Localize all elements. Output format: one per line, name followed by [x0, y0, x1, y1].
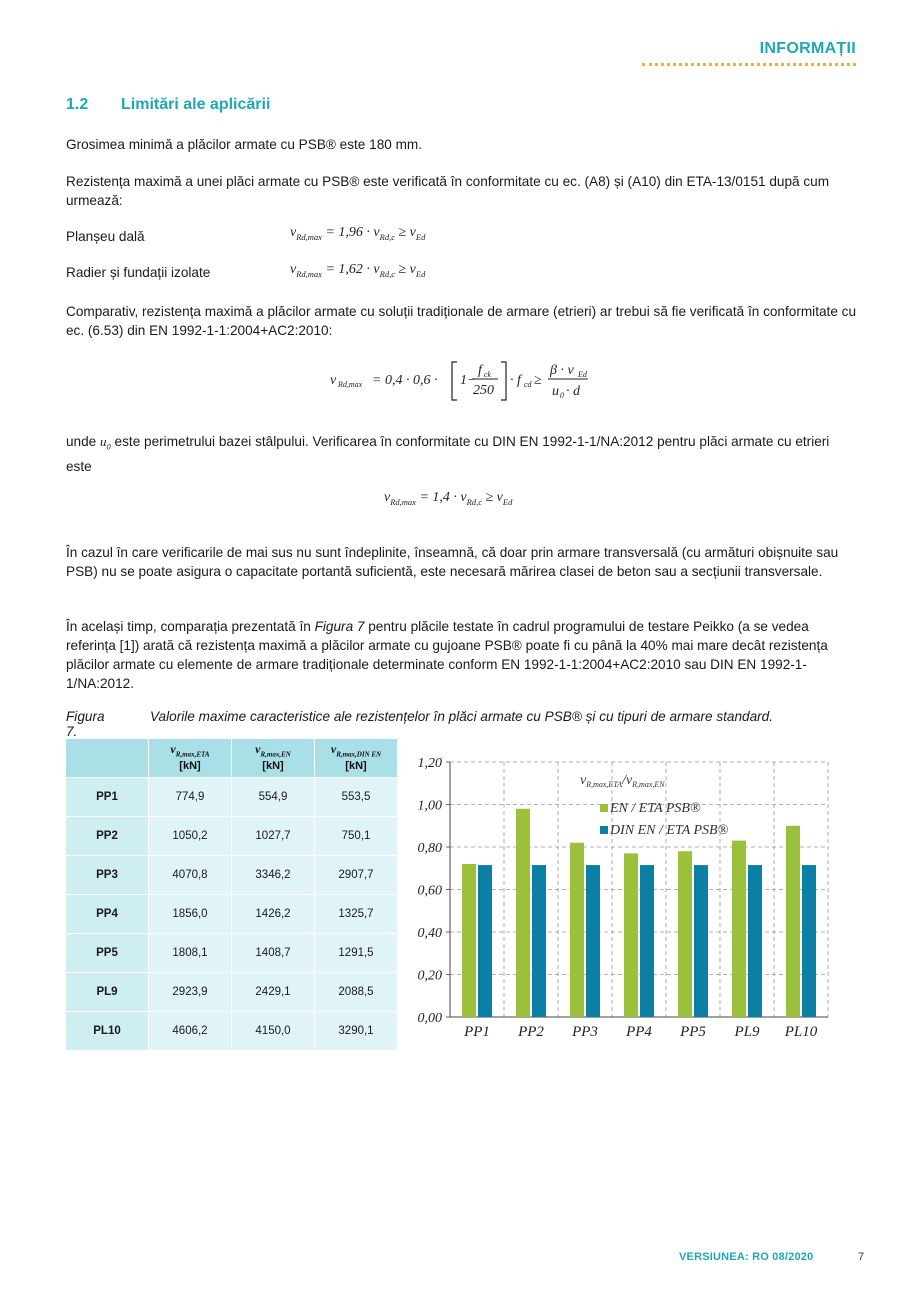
- row-label: PL10: [66, 1012, 149, 1051]
- equation-en-1992: [320, 352, 610, 406]
- bar-din-eta: [640, 865, 654, 1017]
- x-tick-label: PP3: [572, 1024, 598, 1040]
- paragraph-min-thickness: Grosimea minimă a plăcilor armate cu PSB® este 180 mm.: [66, 137, 423, 152]
- section-number: 1.2: [66, 96, 89, 113]
- bar-en-eta: [678, 851, 692, 1017]
- cell-en: 554,9: [232, 778, 315, 817]
- table-header-empty: [66, 739, 149, 778]
- table-row: [66, 1012, 398, 1051]
- table-header-eta: $v_{R,max,ETA}$ [kN]: [149, 739, 232, 778]
- table-header-en: $v_{R,max,EN}$ [kN]: [232, 739, 315, 778]
- bar-din-eta: [478, 865, 492, 1017]
- label-foundation: Radier și fundații izolate: [66, 265, 211, 280]
- equation-flat-slab: $v_{Rd,max} = 1,96 \cdot v_{Rd,c} \ge v_{Ed}$: [290, 225, 426, 242]
- svg-text:250: 250: [473, 383, 494, 398]
- cell-en: 4150,0: [232, 1012, 315, 1051]
- page-number: 7: [858, 1251, 865, 1263]
- row-label: PP4: [66, 895, 149, 934]
- y-tick-label: 0,00: [417, 1011, 442, 1026]
- cell-eta: 4070,8: [149, 856, 232, 895]
- header-dotted-divider: [642, 63, 856, 66]
- y-tick-label: 0,40: [417, 926, 442, 941]
- bar-din-eta: [532, 865, 546, 1017]
- svg-text:Ed: Ed: [578, 370, 587, 379]
- legend-swatch: [600, 826, 608, 834]
- row-label: PL9: [66, 973, 149, 1012]
- svg-text:· f: · f: [510, 373, 521, 388]
- figure-caption-text: Valorile maxime caracteristice ale rezistențelor în plăci armate cu PSB® și cu tipuri de armare standard.: [150, 709, 773, 724]
- section-title: Limitări ale aplicării: [121, 96, 271, 113]
- svg-text:cd: cd: [524, 380, 532, 389]
- svg-text:Rd,max: Rd,max: [338, 380, 363, 389]
- equation-foundation: $v_{Rd,max} = 1,62 \cdot v_{Rd,c} \ge v_{Ed}$: [290, 262, 426, 279]
- row-label: PP3: [66, 856, 149, 895]
- paragraph-peikko-comparison: În același timp, comparația prezentată în Figura 7 pentru plăcile testate în cadrul programului de testare Peikko (a se vedea referința [1]) arată că rezistența maximă a plăcilor armate cu gujoane PSB® poate fi cu până la 40% mai mare decât rezistența plăcilor armate cu elemente de armare tradiționale determinate conform EN 1992-1-1:2004+AC2:2010 sau DIN EN 1992-1-1/NA:2012.: [66, 619, 828, 691]
- legend-swatch: [600, 804, 608, 812]
- svg-text:v: v: [330, 373, 337, 388]
- x-tick-label: PP1: [464, 1024, 490, 1040]
- bar-din-eta: [694, 865, 708, 1017]
- table-row: [66, 973, 398, 1012]
- label-flat-slab: Planșeu dală: [66, 229, 145, 244]
- table-row: [66, 817, 398, 856]
- x-tick-label: PL9: [734, 1024, 760, 1040]
- cell-eta: 1856,0: [149, 895, 232, 934]
- row-label: PP5: [66, 934, 149, 973]
- bar-din-eta: [748, 865, 762, 1017]
- cell-eta: 774,9: [149, 778, 232, 817]
- row-label: PP1: [66, 778, 149, 817]
- resistance-table: [66, 739, 398, 1050]
- table-header-din: $v_{R,max,DIN EN}$ [kN]: [315, 739, 398, 778]
- cell-din: 553,5: [315, 778, 398, 817]
- bar-en-eta: [570, 843, 584, 1017]
- x-tick-label: PL10: [784, 1024, 818, 1040]
- footer-version: VERSIUNEA: RO 08/2020: [679, 1251, 814, 1263]
- svg-text:β · v: β · v: [550, 363, 574, 378]
- svg-text:≥: ≥: [534, 373, 542, 388]
- bar-en-eta: [624, 853, 638, 1017]
- bar-en-eta: [462, 864, 476, 1017]
- y-tick-label: 0,80: [417, 841, 442, 856]
- legend-label: DIN EN / ETA PSB®: [610, 823, 729, 838]
- y-tick-label: 1,20: [417, 756, 442, 771]
- paragraph-not-fulfilled: În cazul în care verificarile de mai sus nu sunt îndeplinite, înseamnă, că doar prin armare transversală (cu armături obișnuite sau PSB) nu se poate asigura o capacitate portantă suficientă, este necesară mărirea clasei de beton sau a secțiunii transversale.: [66, 545, 839, 579]
- cell-eta: 2923,9: [149, 973, 232, 1012]
- svg-text:ck: ck: [484, 370, 492, 379]
- cell-din: 2088,5: [315, 973, 398, 1012]
- bar-din-eta: [802, 865, 816, 1017]
- y-tick-label: 0,20: [417, 968, 442, 984]
- bar-din-eta: [586, 865, 600, 1017]
- bar-en-eta: [732, 841, 746, 1017]
- cell-din: 1291,5: [315, 934, 398, 973]
- table-row: [66, 895, 398, 934]
- table-row: [66, 778, 398, 817]
- svg-text:1−: 1−: [460, 373, 477, 388]
- y-tick-label: 0,60: [417, 883, 442, 899]
- cell-en: 2429,1: [232, 973, 315, 1012]
- table-row: [66, 934, 398, 973]
- svg-text:u: u: [552, 384, 559, 399]
- ratio-axis-label: $v_{R,max,ETA}/v_{R,max,EN}$: [580, 773, 665, 789]
- cell-din: 2907,7: [315, 856, 398, 895]
- svg-text:= 0,4 · 0,6 ·: = 0,4 · 0,6 ·: [372, 373, 438, 388]
- cell-din: 750,1: [315, 817, 398, 856]
- cell-din: 1325,7: [315, 895, 398, 934]
- x-tick-label: PP4: [626, 1024, 652, 1040]
- svg-text:f: f: [478, 363, 482, 378]
- cell-en: 1027,7: [232, 817, 315, 856]
- cell-eta: 1050,2: [149, 817, 232, 856]
- header-section-title: INFORMAȚII: [759, 40, 856, 57]
- bar-en-eta: [786, 826, 800, 1017]
- cell-en: 3346,2: [232, 856, 315, 895]
- equation-din-en: $v_{Rd,max} = 1,4 \cdot v_{Rd,c} \ge v_{Ed}$: [384, 490, 513, 507]
- svg-text:· d: · d: [566, 384, 580, 399]
- cell-eta: 1808,1: [149, 934, 232, 973]
- resistance-ratio-chart: [408, 752, 838, 1042]
- paragraph-comparison: Comparativ, rezistența maximă a plăcilor armate cu soluții tradiționale de armare (etrieri) ar trebui să fie verificată în conformitate cu ec. (6.53) din EN 1992-1-1:2004+AC2:2010:: [66, 304, 857, 338]
- row-label: PP2: [66, 817, 149, 856]
- cell-eta: 4606,2: [149, 1012, 232, 1051]
- legend-label: EN / ETA PSB®: [610, 801, 701, 816]
- cell-en: 1408,7: [232, 934, 315, 973]
- y-tick-label: 1,00: [417, 798, 442, 814]
- bar-en-eta: [516, 809, 530, 1017]
- table-row: [66, 856, 398, 895]
- figure-caption-tag: Figura 7.: [66, 709, 105, 739]
- cell-en: 1426,2: [232, 895, 315, 934]
- x-tick-label: PP2: [518, 1024, 544, 1040]
- paragraph-max-resistance: Rezistența maximă a unei plăci armate cu PSB® este verificată în conformitate cu ec. (A8) și (A10) din ETA-13/0151 după cum urmează:: [66, 174, 830, 208]
- svg-text:0: 0: [560, 391, 564, 400]
- x-tick-label: PP5: [680, 1024, 706, 1040]
- paragraph-perimeter: unde $u_0$ este perimetrului bazei stâlpului. Verificarea în conformitate cu DIN EN 1992-1-1/NA:2012 pentru plăci armate cu etrieri este: [66, 434, 830, 474]
- cell-din: 3290,1: [315, 1012, 398, 1051]
